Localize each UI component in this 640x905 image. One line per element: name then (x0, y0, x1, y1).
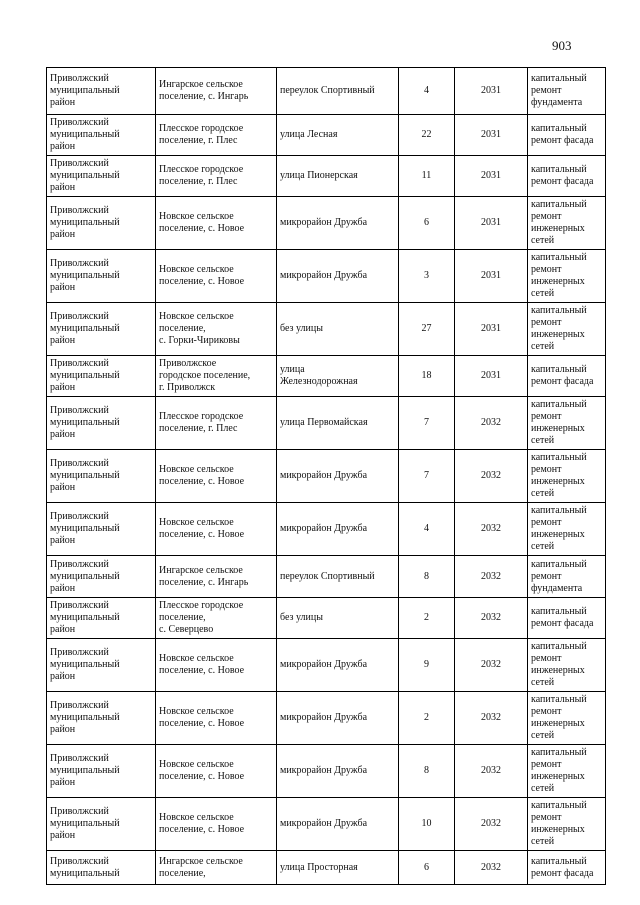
district-cell: Приволжский муниципальный (47, 851, 156, 885)
district-cell: Приволжский муниципальный район (47, 197, 156, 250)
table-row (47, 450, 606, 503)
settlement-cell: Новское сельское поселение, с. Новое (156, 639, 277, 692)
street-cell: улица Просторная (277, 851, 399, 885)
settlement-cell: Приволжское городское поселение, г. Приволжск (156, 356, 277, 397)
district-cell: Приволжский муниципальный район (47, 598, 156, 639)
settlement-cell: Новское сельское поселение, с. Новое (156, 450, 277, 503)
district-cell: Приволжский муниципальный район (47, 68, 156, 115)
street-cell: микрорайон Дружба (277, 692, 399, 745)
table-row (47, 598, 606, 639)
work-type-cell: капитальный ремонт инженерных сетей (528, 639, 606, 692)
street-cell: без улицы (277, 303, 399, 356)
settlement-cell: Новское сельское поселение, с. Новое (156, 692, 277, 745)
year-cell: 2031 (455, 156, 528, 197)
district-cell: Приволжский муниципальный район (47, 798, 156, 851)
district-cell: Приволжский муниципальный район (47, 115, 156, 156)
table-row (47, 156, 606, 197)
settlement-cell: Плесское городское поселение, г. Плес (156, 115, 277, 156)
house-number-cell: 7 (399, 397, 455, 450)
house-number-cell: 3 (399, 250, 455, 303)
work-type-cell: капитальный ремонт фундамента (528, 556, 606, 598)
table-row (47, 556, 606, 598)
district-cell: Приволжский муниципальный район (47, 503, 156, 556)
settlement-cell: Ингарское сельское поселение, с. Ингарь (156, 68, 277, 115)
work-type-cell: капитальный ремонт фасада (528, 851, 606, 885)
street-cell: микрорайон Дружба (277, 639, 399, 692)
house-number-cell: 10 (399, 798, 455, 851)
district-cell: Приволжский муниципальный район (47, 303, 156, 356)
year-cell: 2032 (455, 745, 528, 798)
year-cell: 2032 (455, 639, 528, 692)
street-cell: микрорайон Дружба (277, 450, 399, 503)
street-cell: микрорайон Дружба (277, 745, 399, 798)
district-cell: Приволжский муниципальный район (47, 692, 156, 745)
district-cell: Приволжский муниципальный район (47, 556, 156, 598)
work-type-cell: капитальный ремонт инженерных сетей (528, 397, 606, 450)
year-cell: 2031 (455, 303, 528, 356)
work-type-cell: капитальный ремонт инженерных сетей (528, 450, 606, 503)
settlement-cell: Новское сельское поселение, с. Новое (156, 798, 277, 851)
work-type-cell: капитальный ремонт инженерных сетей (528, 692, 606, 745)
table-row (47, 250, 606, 303)
house-number-cell: 8 (399, 556, 455, 598)
district-cell: Приволжский муниципальный район (47, 250, 156, 303)
work-type-cell: капитальный ремонт инженерных сетей (528, 745, 606, 798)
year-cell: 2032 (455, 798, 528, 851)
house-number-cell: 2 (399, 692, 455, 745)
settlement-cell: Новское сельское поселение, с. Новое (156, 197, 277, 250)
table-row (47, 503, 606, 556)
street-cell: микрорайон Дружба (277, 503, 399, 556)
year-cell: 2032 (455, 598, 528, 639)
repair-schedule-table (46, 67, 606, 885)
street-cell: улица Лесная (277, 115, 399, 156)
year-cell: 2032 (455, 450, 528, 503)
year-cell: 2031 (455, 250, 528, 303)
house-number-cell: 11 (399, 156, 455, 197)
table-row (47, 851, 606, 885)
table-row (47, 115, 606, 156)
year-cell: 2032 (455, 397, 528, 450)
year-cell: 2031 (455, 197, 528, 250)
house-number-cell: 8 (399, 745, 455, 798)
settlement-cell: Ингарское сельское поселение, (156, 851, 277, 885)
year-cell: 2032 (455, 692, 528, 745)
year-cell: 2032 (455, 851, 528, 885)
district-cell: Приволжский муниципальный район (47, 356, 156, 397)
street-cell: улица Первомайская (277, 397, 399, 450)
settlement-cell: Новское сельское поселение, с. Новое (156, 503, 277, 556)
district-cell: Приволжский муниципальный район (47, 745, 156, 798)
table-row (47, 303, 606, 356)
house-number-cell: 4 (399, 68, 455, 115)
table-row (47, 356, 606, 397)
work-type-cell: капитальный ремонт инженерных сетей (528, 197, 606, 250)
table-row (47, 397, 606, 450)
year-cell: 2031 (455, 68, 528, 115)
year-cell: 2032 (455, 556, 528, 598)
year-cell: 2031 (455, 115, 528, 156)
street-cell: микрорайон Дружба (277, 250, 399, 303)
year-cell: 2031 (455, 356, 528, 397)
table-row (47, 745, 606, 798)
district-cell: Приволжский муниципальный район (47, 639, 156, 692)
work-type-cell: капитальный ремонт фасада (528, 598, 606, 639)
settlement-cell: Новское сельское поселение, с. Новое (156, 745, 277, 798)
page-number: 903 (552, 38, 572, 53)
work-type-cell: капитальный ремонт фасада (528, 115, 606, 156)
house-number-cell: 6 (399, 851, 455, 885)
street-cell: микрорайон Дружба (277, 197, 399, 250)
house-number-cell: 2 (399, 598, 455, 639)
district-cell: Приволжский муниципальный район (47, 450, 156, 503)
work-type-cell: капитальный ремонт фундамента (528, 68, 606, 115)
table-row (47, 639, 606, 692)
table-row (47, 798, 606, 851)
settlement-cell: Плесское городское поселение, г. Плес (156, 397, 277, 450)
street-cell: переулок Спортивный (277, 68, 399, 115)
house-number-cell: 18 (399, 356, 455, 397)
settlement-cell: Плесское городское поселение, г. Плес (156, 156, 277, 197)
work-type-cell: капитальный ремонт инженерных сетей (528, 503, 606, 556)
house-number-cell: 4 (399, 503, 455, 556)
street-cell: улица Пионерская (277, 156, 399, 197)
street-cell: микрорайон Дружба (277, 798, 399, 851)
district-cell: Приволжский муниципальный район (47, 397, 156, 450)
street-cell: без улицы (277, 598, 399, 639)
work-type-cell: капитальный ремонт фасада (528, 356, 606, 397)
table-row (47, 692, 606, 745)
house-number-cell: 22 (399, 115, 455, 156)
house-number-cell: 6 (399, 197, 455, 250)
settlement-cell: Новское сельское поселение, с. Новое (156, 250, 277, 303)
work-type-cell: капитальный ремонт инженерных сетей (528, 250, 606, 303)
district-cell: Приволжский муниципальный район (47, 156, 156, 197)
settlement-cell: Новское сельское поселение, с. Горки-Чириковы (156, 303, 277, 356)
work-type-cell: капитальный ремонт инженерных сетей (528, 303, 606, 356)
work-type-cell: капитальный ремонт инженерных сетей (528, 798, 606, 851)
settlement-cell: Ингарское сельское поселение, с. Ингарь (156, 556, 277, 598)
house-number-cell: 27 (399, 303, 455, 356)
settlement-cell: Плесское городское поселение, с. Северцево (156, 598, 277, 639)
table-row (47, 68, 606, 115)
street-cell: переулок Спортивный (277, 556, 399, 598)
house-number-cell: 9 (399, 639, 455, 692)
table-row (47, 197, 606, 250)
work-type-cell: капитальный ремонт фасада (528, 156, 606, 197)
house-number-cell: 7 (399, 450, 455, 503)
street-cell: улица Железнодорожная (277, 356, 399, 397)
year-cell: 2032 (455, 503, 528, 556)
